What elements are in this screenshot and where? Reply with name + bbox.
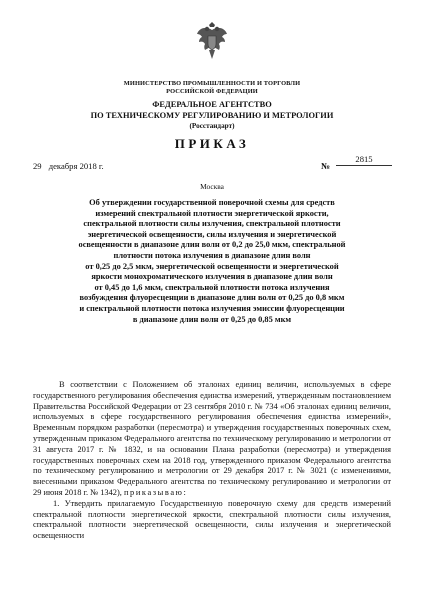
subject-line: яркости монохроматического излучения в диапазоне длин волн: [91, 272, 333, 282]
body-line: энергетической освещенности, силы излучения и энергетической освещенности: [33, 520, 391, 541]
order-city: Москва: [200, 182, 224, 191]
subject-line: от 0,25 до 2,5 мкм, энергетической освещенности и энергетической: [85, 261, 339, 271]
subject-line: возбуждения флуоресценции в диапазоне длин волн от 0,25 до 0,8 мкм: [79, 293, 345, 303]
item-1-paragraph: [33, 499, 391, 542]
body-line: измерений», Временным порядком разработки (пересмотра) и утверждения: [33, 412, 391, 433]
subject-line: плотности потока излучения в диапазоне длин волн: [113, 250, 311, 260]
ministry-line-1: МИНИСТЕРСТВО ПРОМЫШЛЕННОСТИ И ТОРГОВЛИ: [123, 80, 301, 87]
subject-line: и спектральной плотности потока излучения эмиссии флуоресценции: [79, 303, 345, 313]
body-line: 1. Утвердить прилагаемую Государственную поверочную схему: [53, 498, 298, 508]
body-line: Федерального агентства по техническому регулированию и метрологии: [33, 455, 391, 476]
subject-line: от 0,45 до 1,6 мкм, спектральной плотности потока излучения: [94, 282, 330, 292]
agency-header: [40, 100, 384, 132]
agency-line-1: ФЕДЕРАЛЬНОЕ АГЕНТСТВО: [152, 100, 272, 109]
order-body: [33, 380, 391, 542]
body-line: № 1832, и на основании Плана разработки (пересмотра) и утверждения: [108, 444, 391, 454]
order-title: ПРИКАЗ: [174, 136, 250, 151]
subject-line: Об утверждении государственной поверочной схемы для средств: [89, 198, 335, 207]
preamble-paragraph: [33, 380, 391, 499]
order-number: 2815: [336, 153, 392, 166]
body-line: от 29 июня 2018 г. № 1342),: [33, 477, 392, 497]
ministry-header: [60, 80, 364, 96]
body-line: Федерального агентства по техническому регулированию и метрологии: [117, 477, 381, 487]
body-line: спектральной плотности силы излучения, спектральной плотности: [33, 509, 392, 530]
order-date: [33, 161, 104, 171]
ministry-line-2: РОССИЙСКОЙ ФЕДЕРАЦИИ: [166, 88, 258, 95]
body-line: государственных поверочных схем, утвержденным приказом Федерального: [33, 423, 391, 443]
subject-line: энергетической освещенности, силы излучения и энергетической: [87, 229, 337, 239]
order-number-sign: №: [321, 161, 331, 171]
subject-line: спектральной плотности силы излучения, спектральной плотности: [83, 219, 341, 229]
body-line: от 29 декабря 2017 г. № 3021 (с изменениями, внесенными приказом: [33, 466, 392, 487]
subject-line: в диапазоне длин волн от 0,25 до 0,85 мкм: [132, 314, 292, 324]
order-day: 29: [33, 161, 42, 171]
body-line: агентства по техническому регулированию и метрологии от 31 августа 2017 г.: [33, 433, 391, 454]
body-line: Федерации от 23 сентября 2010 г. № 734 «Об эталонах единиц величин,: [131, 401, 391, 411]
order-subject: [52, 198, 372, 325]
body-line: используемых в сфере государственного регулирования обеспечения единства: [33, 380, 392, 400]
coat-of-arms-icon: [196, 22, 228, 60]
subject-line: измерений спектральной плотности энергетической яркости,: [95, 208, 329, 218]
agency-line-2: ПО ТЕХНИЧЕСКОМУ РЕГУЛИРОВАНИЮ И МЕТРОЛОГИИ: [90, 110, 334, 120]
subject-line: освещенности в диапазоне длин волн от 0,2 до 25,0 мкм, спектральной: [78, 240, 346, 250]
agency-short-name: (Росстандарт): [189, 122, 235, 130]
body-line: измерений, утвержденным постановлением Правительства Российской: [33, 390, 391, 411]
body-line: В соответствии с Положением об эталонах единиц величин,: [59, 380, 299, 389]
order-month-year: декабря 2018 г.: [48, 161, 104, 171]
orders-word: приказываю:: [123, 487, 188, 497]
body-line: государственных поверочных схем на 2018 год, утвержденного приказом: [33, 455, 301, 465]
body-line: используемых в сфере государственного регулирования обеспечения единства: [33, 412, 341, 422]
body-line: для средств измерений спектральной плотности энергетической яркости,: [33, 498, 392, 519]
